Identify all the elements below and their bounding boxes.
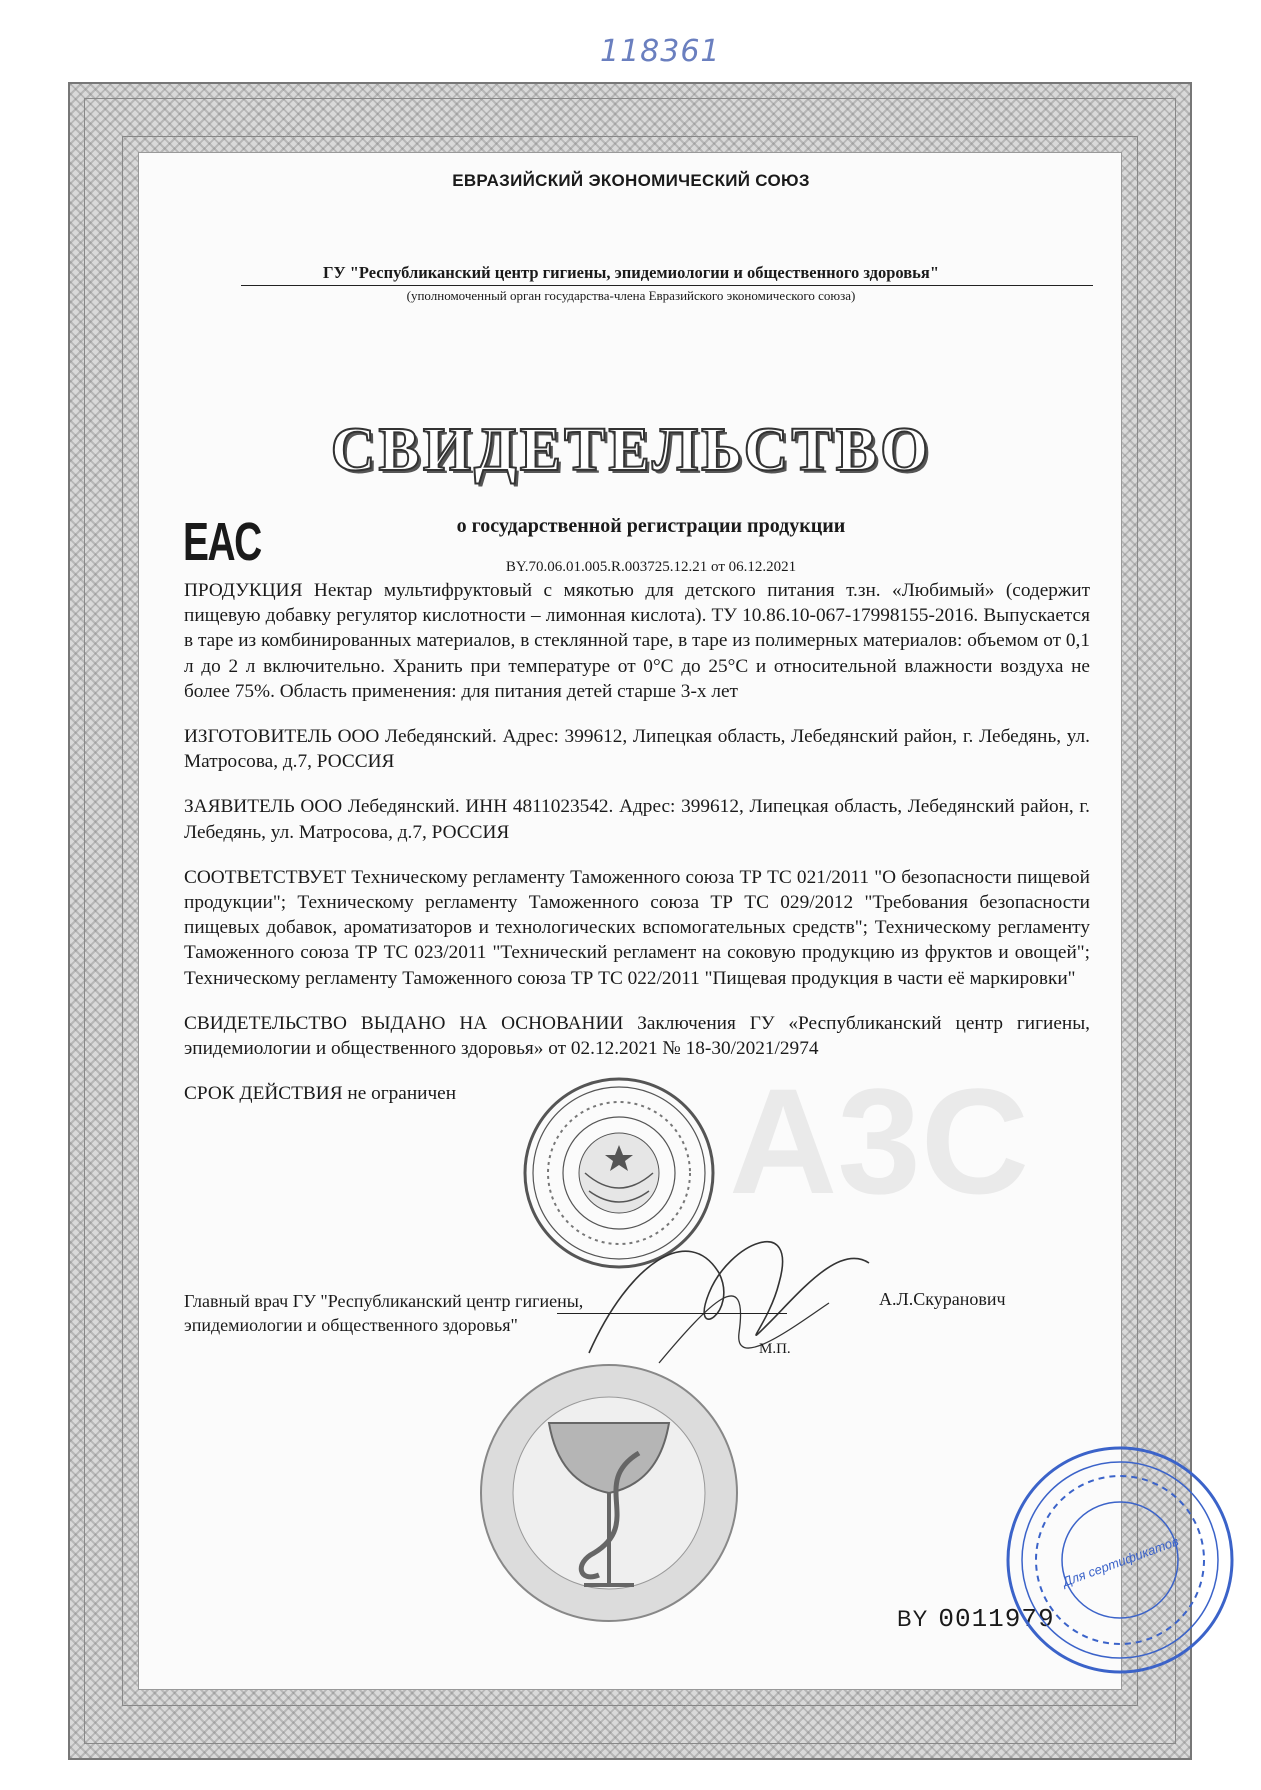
- applicant-label: ЗАЯВИТЕЛЬ: [184, 796, 295, 818]
- conformity-section: [184, 865, 1090, 991]
- manufacturer-section: [184, 724, 1090, 774]
- validity-label: СРОК ДЕЙСТВИЯ: [184, 1083, 343, 1105]
- signature-line: [557, 1313, 787, 1314]
- registration-number: BY.70.06.01.005.R.003725.12.21 от 06.12.2021: [505, 559, 797, 575]
- serial-digits: 0011979: [938, 1604, 1055, 1634]
- signer-name: А.Л.Скуранович: [879, 1289, 1006, 1309]
- union-header: ЕВРАЗИЙСКИЙ ЭКОНОМИЧЕСКИЙ СОЮЗ: [452, 171, 810, 190]
- signer-position: Главный врач ГУ "Республиканский центр гигиены, эпидемиологии и общественного здоровья": [184, 1291, 584, 1335]
- organization-name: ГУ "Республиканский центр гигиены, эпидемиологии и общественного здоровья": [322, 263, 939, 282]
- watermark-letters: [719, 1053, 1119, 1213]
- organization-note: (уполномоченный орган государства-члена Евразийского экономического союза): [406, 288, 856, 303]
- handwritten-note: 118361: [600, 34, 721, 69]
- hygiene-emblem-icon: [469, 1353, 749, 1633]
- svg-text:A3C: A3C: [729, 1057, 1030, 1213]
- manufacturer-text: ООО Лебедянский. Адрес: 399612, Липецкая область, Лебедянский район, г. Лебедянь, ул. Матросова, д.7, РОССИЯ: [184, 726, 1091, 773]
- organization-underline: [241, 285, 1093, 286]
- blue-notary-stamp-icon: [1000, 1440, 1240, 1680]
- product-text: Нектар мультифруктовый с мякотью для детского питания т.зн. «Любимый» (содержит пищевую добавку регулятор кислотности – лимонная кислота). ТУ 10.86.10-067-17998155-2016. Выпускается в таре из комбинированных материалов, в стеклянной таре, в таре из полимерных материалов: объемом от 0,1 л до 2 л включительно. Хранить при температуре от 0°С до 25°С и относительной влажности воздуха не более 75%. Область применения: для питания детей старше 3-х лет: [184, 580, 1091, 702]
- product-label: ПРОДУКЦИЯ: [184, 580, 303, 601]
- conformity-label: СООТВЕТСТВУЕТ: [184, 866, 347, 888]
- applicant-section: [184, 794, 1090, 844]
- certificate-text: [184, 578, 1090, 1126]
- basis-text: Заключения ГУ «Республиканский центр гигиены, эпидемиологии и общественного здоровья» от 02.12.2021 № 18-30/2021/2974: [184, 1012, 1090, 1060]
- validity-text: не ограничен: [347, 1083, 457, 1105]
- certificate-body: [138, 152, 1122, 1690]
- stamp-label: Для сертификатов: [1060, 1533, 1181, 1590]
- eac-mark-icon: EAC: [183, 512, 261, 572]
- certificate-title: СВИДЕТЕЛЬСТВО: [330, 416, 932, 484]
- applicant-text: ООО Лебедянский. ИНН 4811023542. Адрес: 399612, Липецкая область, Лебедянский район, г. Лебедянь, ул. Матросова, д.7, РОССИЯ: [184, 796, 1090, 843]
- basis-label: СВИДЕТЕЛЬСТВО ВЫДАНО НА ОСНОВАНИИ: [184, 1012, 624, 1034]
- certificate-subtitle: о государственной регистрации продукции: [456, 515, 846, 537]
- seal-place-label: М.П.: [759, 1341, 791, 1357]
- conformity-text: Техническому регламенту Таможенного союза ТР ТС 021/2011 "О безопасности пищевой продукции"; Техническому регламенту Таможенного союза ТР ТС 029/2012 "Требования безопасности пищевых добавок, ароматизаторов и технологических вспомогательных средств"; Техническому регламенту Таможенного союза ТР ТС 023/2011 "Технический регламент на соковую продукцию из фруктов и овощей"; Техническому регламенту Таможенного союза ТР ТС 022/2011 "Пищевая продукция в части её маркировки": [184, 866, 1090, 989]
- product-section: [184, 578, 1090, 704]
- manufacturer-label: ИЗГОТОВИТЕЛЬ: [184, 726, 332, 748]
- serial-prefix: BY: [897, 1606, 929, 1631]
